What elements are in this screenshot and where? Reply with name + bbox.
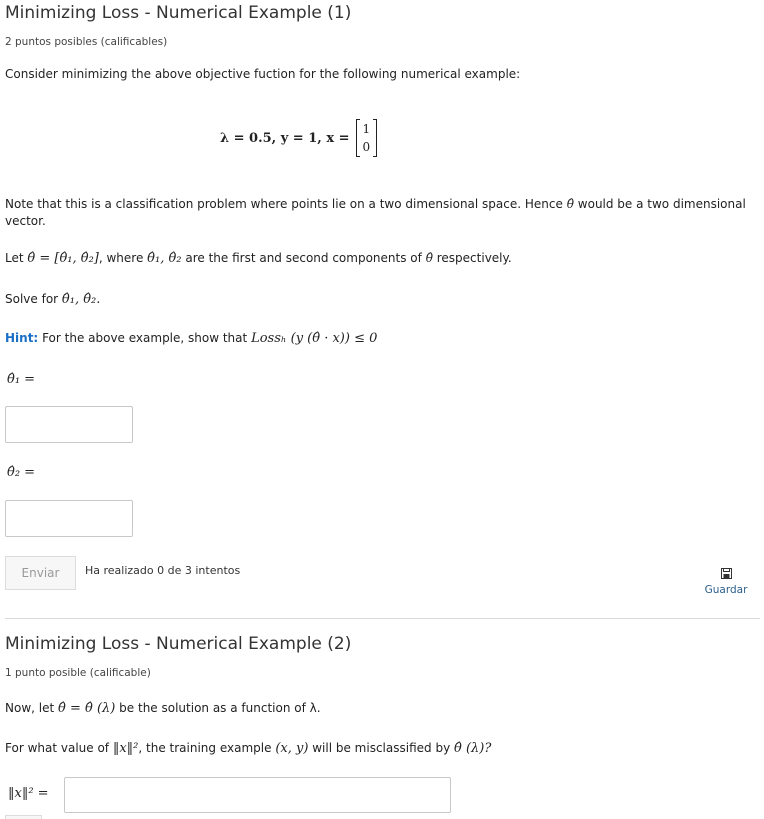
save-label: Guardar bbox=[704, 584, 748, 596]
save-icon bbox=[721, 564, 732, 583]
hint-math: Lossₕ (y (θ̂ · x)) ≤ 0 bbox=[251, 331, 378, 346]
let-suffix: are the first and second components of bbox=[185, 251, 422, 265]
q2-title: Minimizing Loss - Numerical Example (2) bbox=[5, 634, 352, 654]
theta2-input[interactable] bbox=[5, 500, 133, 537]
theta2-label: θ̂₂ = bbox=[7, 465, 36, 480]
q2-points: 1 punto posible (calificable) bbox=[5, 667, 151, 679]
q1-equation bbox=[220, 118, 377, 158]
q1-equation-text: λ = 0.5, y = 1, x = bbox=[220, 130, 350, 146]
submit-button-2[interactable] bbox=[5, 815, 42, 819]
right-bracket bbox=[373, 119, 377, 157]
submit-button[interactable]: Enviar bbox=[5, 556, 76, 590]
let-theta: θ̂ bbox=[425, 251, 433, 265]
divider bbox=[5, 618, 760, 619]
what-norm: ‖x‖² bbox=[112, 741, 139, 756]
now-suffix: be the solution as a function of λ. bbox=[119, 701, 321, 715]
let-end: respectively. bbox=[436, 251, 512, 265]
q1-title: Minimizing Loss - Numerical Example (1) bbox=[5, 3, 352, 23]
q1-hint bbox=[5, 331, 377, 346]
attempts-text: Ha realizado 0 de 3 intentos bbox=[85, 564, 241, 577]
let-equation: θ̂ = [θ̂₁, θ̂₂] bbox=[27, 251, 99, 266]
let-prefix: Let bbox=[5, 251, 24, 265]
what-pair: (x, y) bbox=[275, 741, 309, 756]
now-prefix: Now, let bbox=[5, 701, 55, 715]
vector-bottom: 0 bbox=[362, 140, 371, 154]
vector-x bbox=[356, 119, 378, 157]
save-button[interactable] bbox=[702, 564, 750, 596]
note-theta: θ̂ bbox=[566, 197, 574, 211]
solve-prefix: Solve for bbox=[5, 292, 59, 306]
what-mid: , the training example bbox=[138, 741, 272, 755]
what-mid2: will be misclassified by bbox=[312, 741, 451, 755]
norm-label: ‖x‖² = bbox=[8, 786, 49, 801]
let-where: , where bbox=[98, 251, 144, 265]
what-prefix: For what value of bbox=[5, 741, 110, 755]
note-text-1: Note that this is a classification problem where points lie on a two dimensional space. Hence bbox=[5, 197, 563, 211]
theta1-label: θ̂₁ = bbox=[7, 372, 36, 387]
q1-solve-line bbox=[5, 292, 100, 307]
what-theta: θ̂ (λ)? bbox=[454, 741, 492, 756]
solve-vars: θ̂₁, θ̂₂. bbox=[61, 292, 101, 307]
q1-let-line bbox=[5, 251, 512, 266]
now-math: θ̂ = θ̂ (λ) bbox=[58, 701, 116, 716]
let-components: θ̂₁, θ̂₂ bbox=[147, 251, 182, 266]
theta1-input[interactable] bbox=[5, 406, 133, 443]
q2-what-line bbox=[5, 741, 491, 756]
note-text-3: vector. bbox=[5, 214, 46, 228]
hint-label: Hint: bbox=[5, 331, 39, 345]
q1-note bbox=[5, 196, 755, 230]
hint-text: For the above example, show that bbox=[42, 331, 248, 345]
q2-now-line bbox=[5, 701, 321, 716]
vector-top: 1 bbox=[362, 122, 371, 136]
q1-intro: Consider minimizing the above objective fuction for the following numerical example: bbox=[5, 67, 521, 81]
q1-points: 2 puntos posibles (calificables) bbox=[5, 36, 168, 48]
norm-input[interactable] bbox=[64, 777, 451, 813]
note-text-2: would be a two dimensional bbox=[577, 197, 746, 211]
